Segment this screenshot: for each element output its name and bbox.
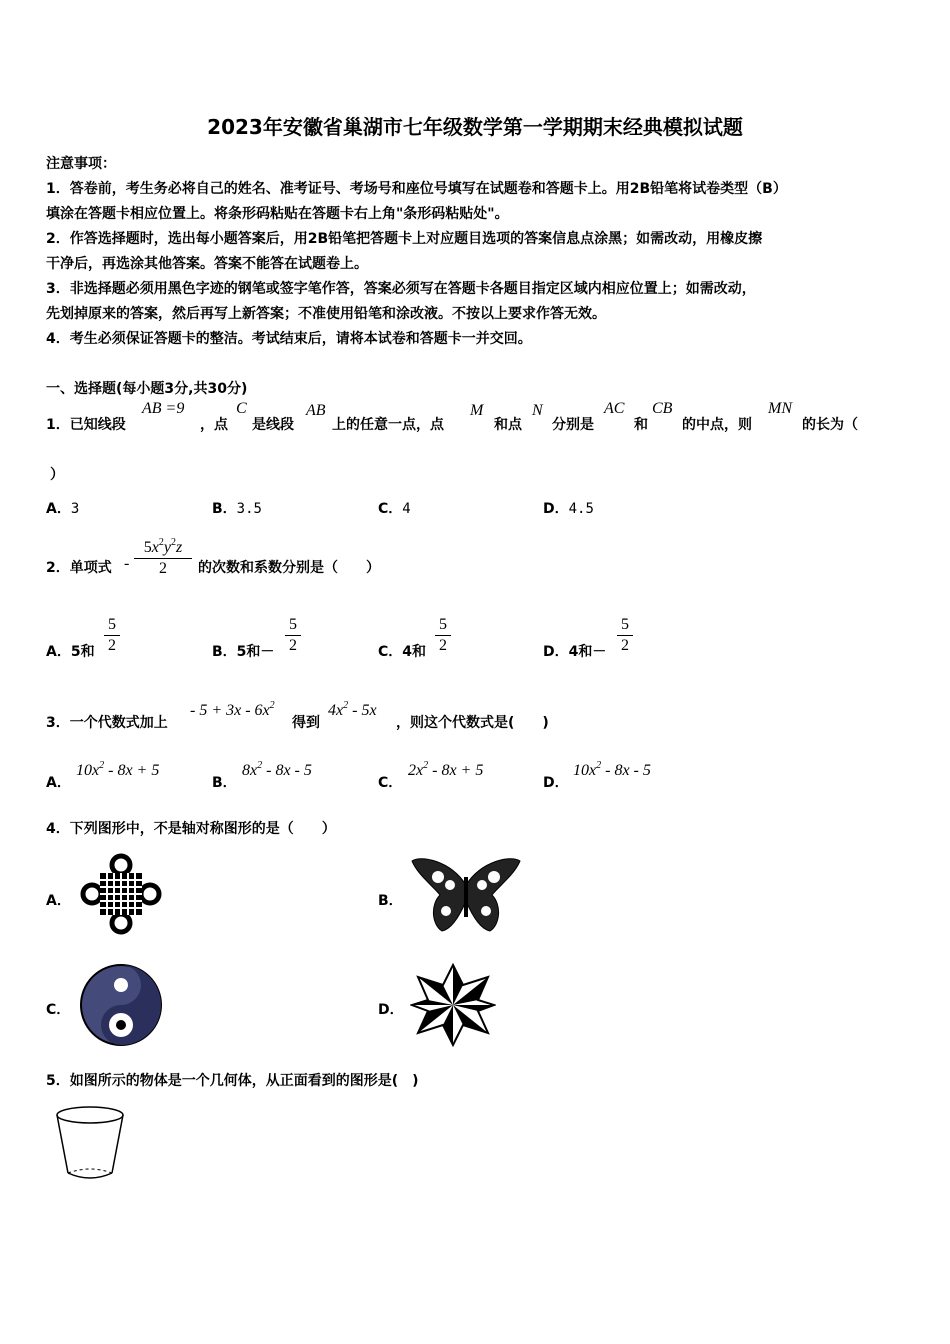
q3-option-b-expr: $8x^2 - 8x - 5$ (242, 760, 312, 779)
q4-option-a[interactable]: A． (46, 893, 71, 909)
q1-text: 的中点，则 (682, 417, 752, 433)
q1-text: ，点 (200, 417, 228, 433)
q4-option-c[interactable]: C． (46, 1002, 71, 1018)
q3-option-a-expr: $10x^2 - 8x + 5$ (76, 760, 160, 779)
q3-expr2: $4x^2 - 5x$ (328, 700, 377, 719)
section-heading: 一、选择题(每小题3分,共30分) (46, 381, 248, 397)
q1-math-ac: AC (604, 400, 625, 417)
eight-point-star-icon (410, 963, 496, 1047)
q1-math-m: M (470, 402, 484, 419)
q1-text: 分别是 (552, 417, 594, 433)
q3-option-d-expr: $10x^2 - 8x - 5$ (573, 760, 651, 779)
q1-text: 是线段 (252, 417, 294, 433)
q2-option-c-fraction: 5 2 (435, 616, 451, 655)
q1-prefix: 1．已知线段 (46, 417, 126, 433)
q1-math-mn: MN (768, 400, 792, 417)
q1-text: 上的任意一点，点 (332, 417, 444, 433)
notice-line: 1．答卷前，考生务必将自己的姓名、准考证号、考场号和座位号填写在试题卷和答题卡上。用2B铅笔将试卷类型（B） (46, 181, 787, 197)
q1-text: 和点 (494, 417, 522, 433)
q3-suffix: ，则这个代数式是( ) (396, 715, 549, 731)
notice-line: 3．非选择题必须用黑色字迹的钢笔或签字笔作答，答案必须写在答题卡各题目指定区域内相应位置上；如需改动， (46, 281, 756, 297)
q1-math-n: N (532, 402, 543, 419)
q2-option-b[interactable]: B．5和－ (212, 644, 275, 660)
q3-option-c-expr: $2x^2 - 8x + 5$ (408, 760, 484, 779)
notice-line: 先划掉原来的答案，然后再写上新答案；不准使用铅笔和涂改液。不按以上要求作答无效。 (46, 306, 606, 322)
q2-option-c[interactable]: C．4和 (378, 644, 427, 660)
q4-option-b[interactable]: B． (378, 893, 403, 909)
q2-prefix: 2．单项式 (46, 560, 112, 576)
page-title: 2023年安徽省巢湖市七年级数学第一学期期末经典模拟试题 (207, 115, 743, 139)
q3-option-c-label[interactable]: C． (378, 775, 403, 791)
q1-option-d[interactable]: D．4.5 (543, 501, 594, 517)
q3-option-a-label[interactable]: A． (46, 775, 71, 791)
q1-math-ab: AB (306, 402, 326, 419)
q2-suffix: 的次数和系数分别是（ ） (198, 560, 380, 576)
q3-option-b-label[interactable]: B． (212, 775, 237, 791)
notice-line: 填涂在答题卡相应位置上。将条形码粘贴在答题卡右上角"条形码粘贴处"。 (46, 206, 509, 222)
q2-option-b-fraction: 5 2 (285, 616, 301, 655)
q2-option-a[interactable]: A．5和 (46, 644, 95, 660)
q4-text: 4．下列图形中，不是轴对称图形的是（ ） (46, 821, 336, 837)
q1-option-b[interactable]: B．3.5 (212, 501, 262, 517)
q1-option-a[interactable]: A．3 (46, 501, 80, 517)
q5-text: 5．如图所示的物体是一个几何体，从正面看到的图形是( ) (46, 1073, 419, 1089)
q1-math-ab9: AB =9 (142, 400, 185, 417)
chinese-knot-icon (80, 853, 162, 935)
notice-line: 4．考生必须保证答题卡的整洁。考试结束后，请将本试卷和答题卡一并交回。 (46, 331, 532, 347)
q1-close: ） (50, 467, 64, 483)
q1-text: 和 (634, 417, 648, 433)
q2-minus: - (124, 555, 130, 572)
q2-option-d-fraction: 5 2 (617, 616, 633, 655)
q2-monomial: $5x^2y^2z$ 2 (134, 534, 192, 578)
cup-solid-figure (54, 1105, 126, 1183)
notice-heading: 注意事项： (46, 156, 116, 172)
q3-mid: 得到 (292, 715, 320, 731)
q1-text: 的长为（ (802, 417, 858, 433)
q3-expr1: - $5 + 3x - 6x^2$ (190, 700, 275, 719)
q1-option-c[interactable]: C．4 (378, 501, 411, 517)
q2-option-d[interactable]: D．4和－ (543, 644, 607, 660)
q4-option-d[interactable]: D． (378, 1002, 404, 1018)
butterfly-icon (410, 855, 522, 935)
notice-line: 2．作答选择题时，选出每小题答案后，用2B铅笔把答题卡上对应题目选项的答案信息点涂黑；如需改动，用橡皮擦 (46, 231, 763, 247)
q1-math-c: C (236, 400, 247, 417)
yin-yang-icon (80, 963, 162, 1047)
q1-math-cb: CB (652, 400, 673, 417)
q3-prefix: 3．一个代数式加上 (46, 715, 168, 731)
q3-option-d-label[interactable]: D． (543, 775, 569, 791)
q2-option-a-fraction: 5 2 (104, 616, 120, 655)
notice-line: 干净后，再选涂其他答案。答案不能答在试题卷上。 (46, 256, 368, 272)
